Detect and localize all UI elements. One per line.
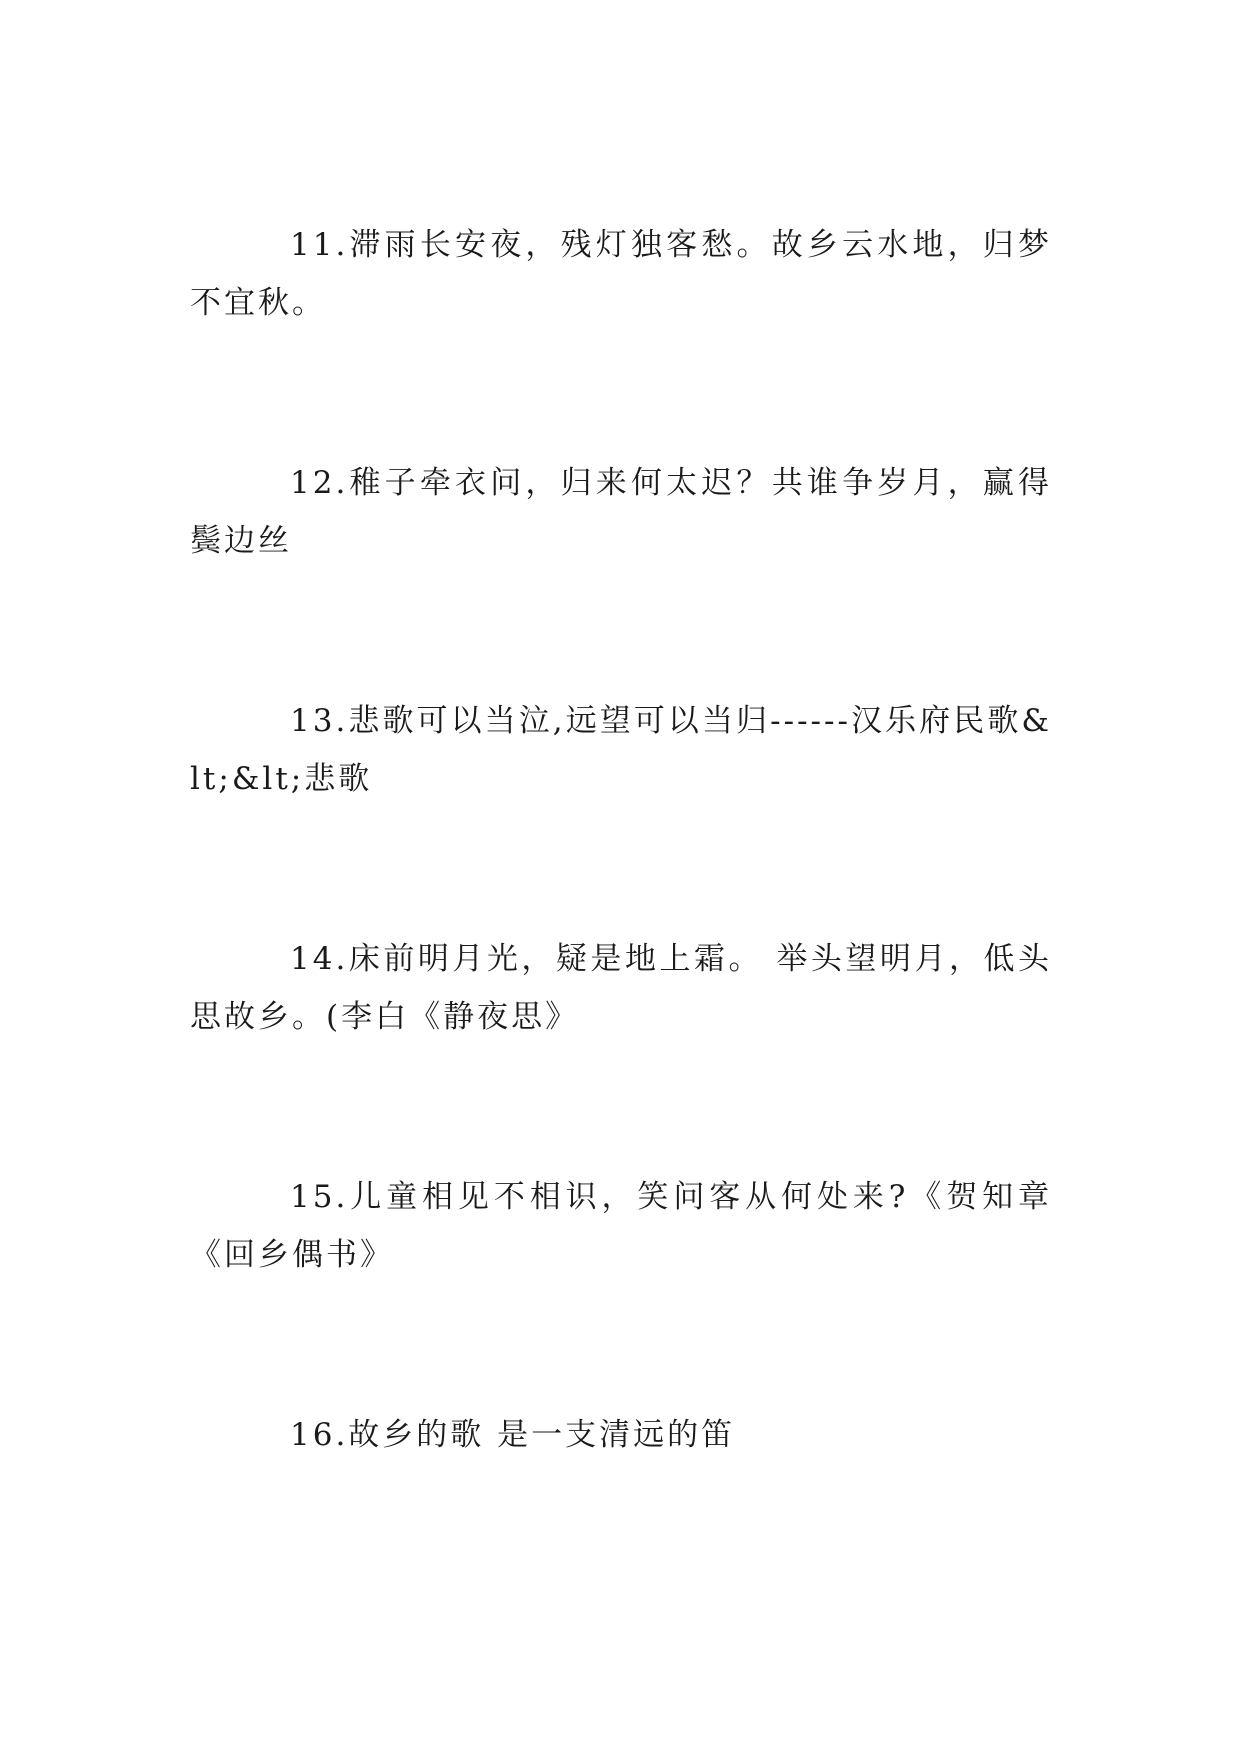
- poem-text: 13.悲歌可以当泣,远望可以当归------汉乐府民歌&lt;&lt;悲歌: [190, 703, 1052, 797]
- poem-entry-14: [190, 930, 1052, 1168]
- poem-entry-13: [190, 692, 1052, 930]
- poem-list: [190, 216, 1052, 1644]
- poem-text: 11.滞雨长安夜，残灯独客愁。故乡云水地，归梦不宜秋。: [190, 227, 1052, 321]
- poem-text: 14.床前明月光，疑是地上霜。 举头望明月，低头思故乡。(李白《静夜思》: [190, 941, 1052, 1035]
- poem-entry-16: [190, 1406, 1052, 1644]
- poem-entry-11: [190, 216, 1052, 454]
- poem-text: 16.故乡的歌 是一支清远的笛: [290, 1417, 736, 1453]
- poem-entry-15: [190, 1168, 1052, 1406]
- poem-text: 12.稚子牵衣问，归来何太迟？共谁争岁月，赢得鬓边丝: [190, 465, 1052, 559]
- poem-entry-12: [190, 454, 1052, 692]
- poem-text: 15.儿童相见不相识，笑问客从何处来?《贺知章《回乡偶书》: [190, 1179, 1052, 1273]
